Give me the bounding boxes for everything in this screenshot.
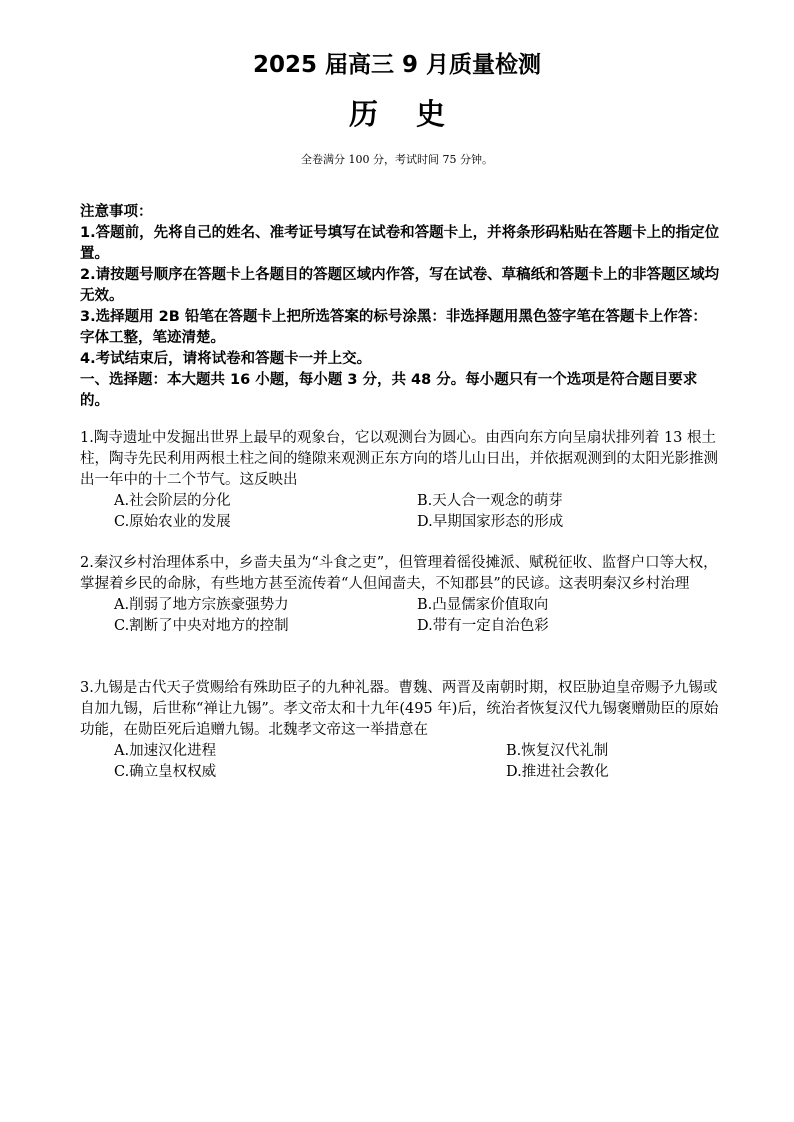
- question-stem: 2.秦汉乡村治理体系中，乡啬夫虽为“斗食之吏”，但管理着徭役摊派、赋税征收、监督户口等大权，掌握着乡民的命脉，有些地方甚至流传着“人但闻啬夫，不知郡县”的民谚。这表明秦汉乡村治理: [80, 555, 718, 592]
- option-b: B.恢复汉代礼制: [506, 743, 609, 759]
- exam-info: 全卷满分 100 分，考试时间 75 分钟。: [301, 153, 493, 166]
- option-b: B.凸显儒家价值取向: [417, 597, 549, 613]
- option-c: C.原始农业的发展: [114, 514, 231, 530]
- option-d: D.带有一定自治色彩: [417, 618, 549, 634]
- option-c: C.确立皇权权威: [114, 764, 217, 780]
- option-d: D.推进社会教化: [506, 764, 609, 780]
- answer-options: [114, 741, 720, 783]
- notice-heading: 注意事项：: [80, 204, 153, 220]
- notice-section: [80, 202, 720, 412]
- answer-options: [114, 595, 720, 637]
- question-stem: 1.陶寺遗址中发掘出世界上最早的观象台，它以观测台为圆心。由西向东方向呈扇状排列着 13 根土柱，陶寺先民利用两根土柱之间的缝隙来观测正东方向的塔儿山日出，并依据观测到的太阳光影推测出一年中的十二个节气。这反映出: [80, 430, 718, 488]
- notice-item-4: 4.考试结束后，请将试卷和答题卡一并上交。: [80, 351, 372, 367]
- option-a: A.削弱了地方宗族豪强势力: [114, 597, 289, 613]
- section-heading: 一、选择题：本大题共 16 小题，每小题 3 分，共 48 分。每小题只有一个选项是符合题目要求的。: [80, 372, 698, 409]
- notice-item-3: 3.选择题用 2B 铅笔在答题卡上把所选答案的标号涂黑：非选择题用黑色签字笔在答题卡上作答：字体工整，笔迹清楚。: [80, 309, 707, 346]
- question-3: [80, 678, 720, 783]
- notice-item-1: 1.答题前，先将自己的姓名、准考证号填写在试卷和答题卡上，并将条形码粘贴在答题卡上的指定位置。: [80, 225, 720, 262]
- option-a: A.加速汉化进程: [114, 743, 217, 759]
- question-stem: 3.九锡是古代天子赏赐给有殊助臣子的九种礼器。曹魏、两晋及南朝时期，权臣胁迫皇帝赐予九锡或自加九锡，后世称“禅让九锡”。孝文帝太和十九年(495 年)后，统治者恢复汉代九锡褒赠勋臣的原始功能，在勋臣死后追赠九锡。北魏孝文帝这一举措意在: [80, 680, 719, 738]
- question-2: [80, 553, 720, 637]
- notice-item-2: 2.请按题号顺序在答题卡上各题目的答题区域内作答，写在试卷、草稿纸和答题卡上的非答题区域均无效。: [80, 267, 720, 304]
- option-c: C.割断了中央对地方的控制: [114, 618, 289, 634]
- option-d: D.早期国家形态的形成: [417, 514, 564, 530]
- option-b: B.天人合一观念的萌芽: [417, 493, 563, 509]
- question-1: [80, 428, 720, 533]
- option-a: A.社会阶层的分化: [114, 493, 231, 509]
- answer-options: [114, 491, 720, 533]
- exam-title: 2025 届高三 9 月质量检测: [252, 52, 542, 78]
- subject-title: 历 史: [348, 97, 460, 131]
